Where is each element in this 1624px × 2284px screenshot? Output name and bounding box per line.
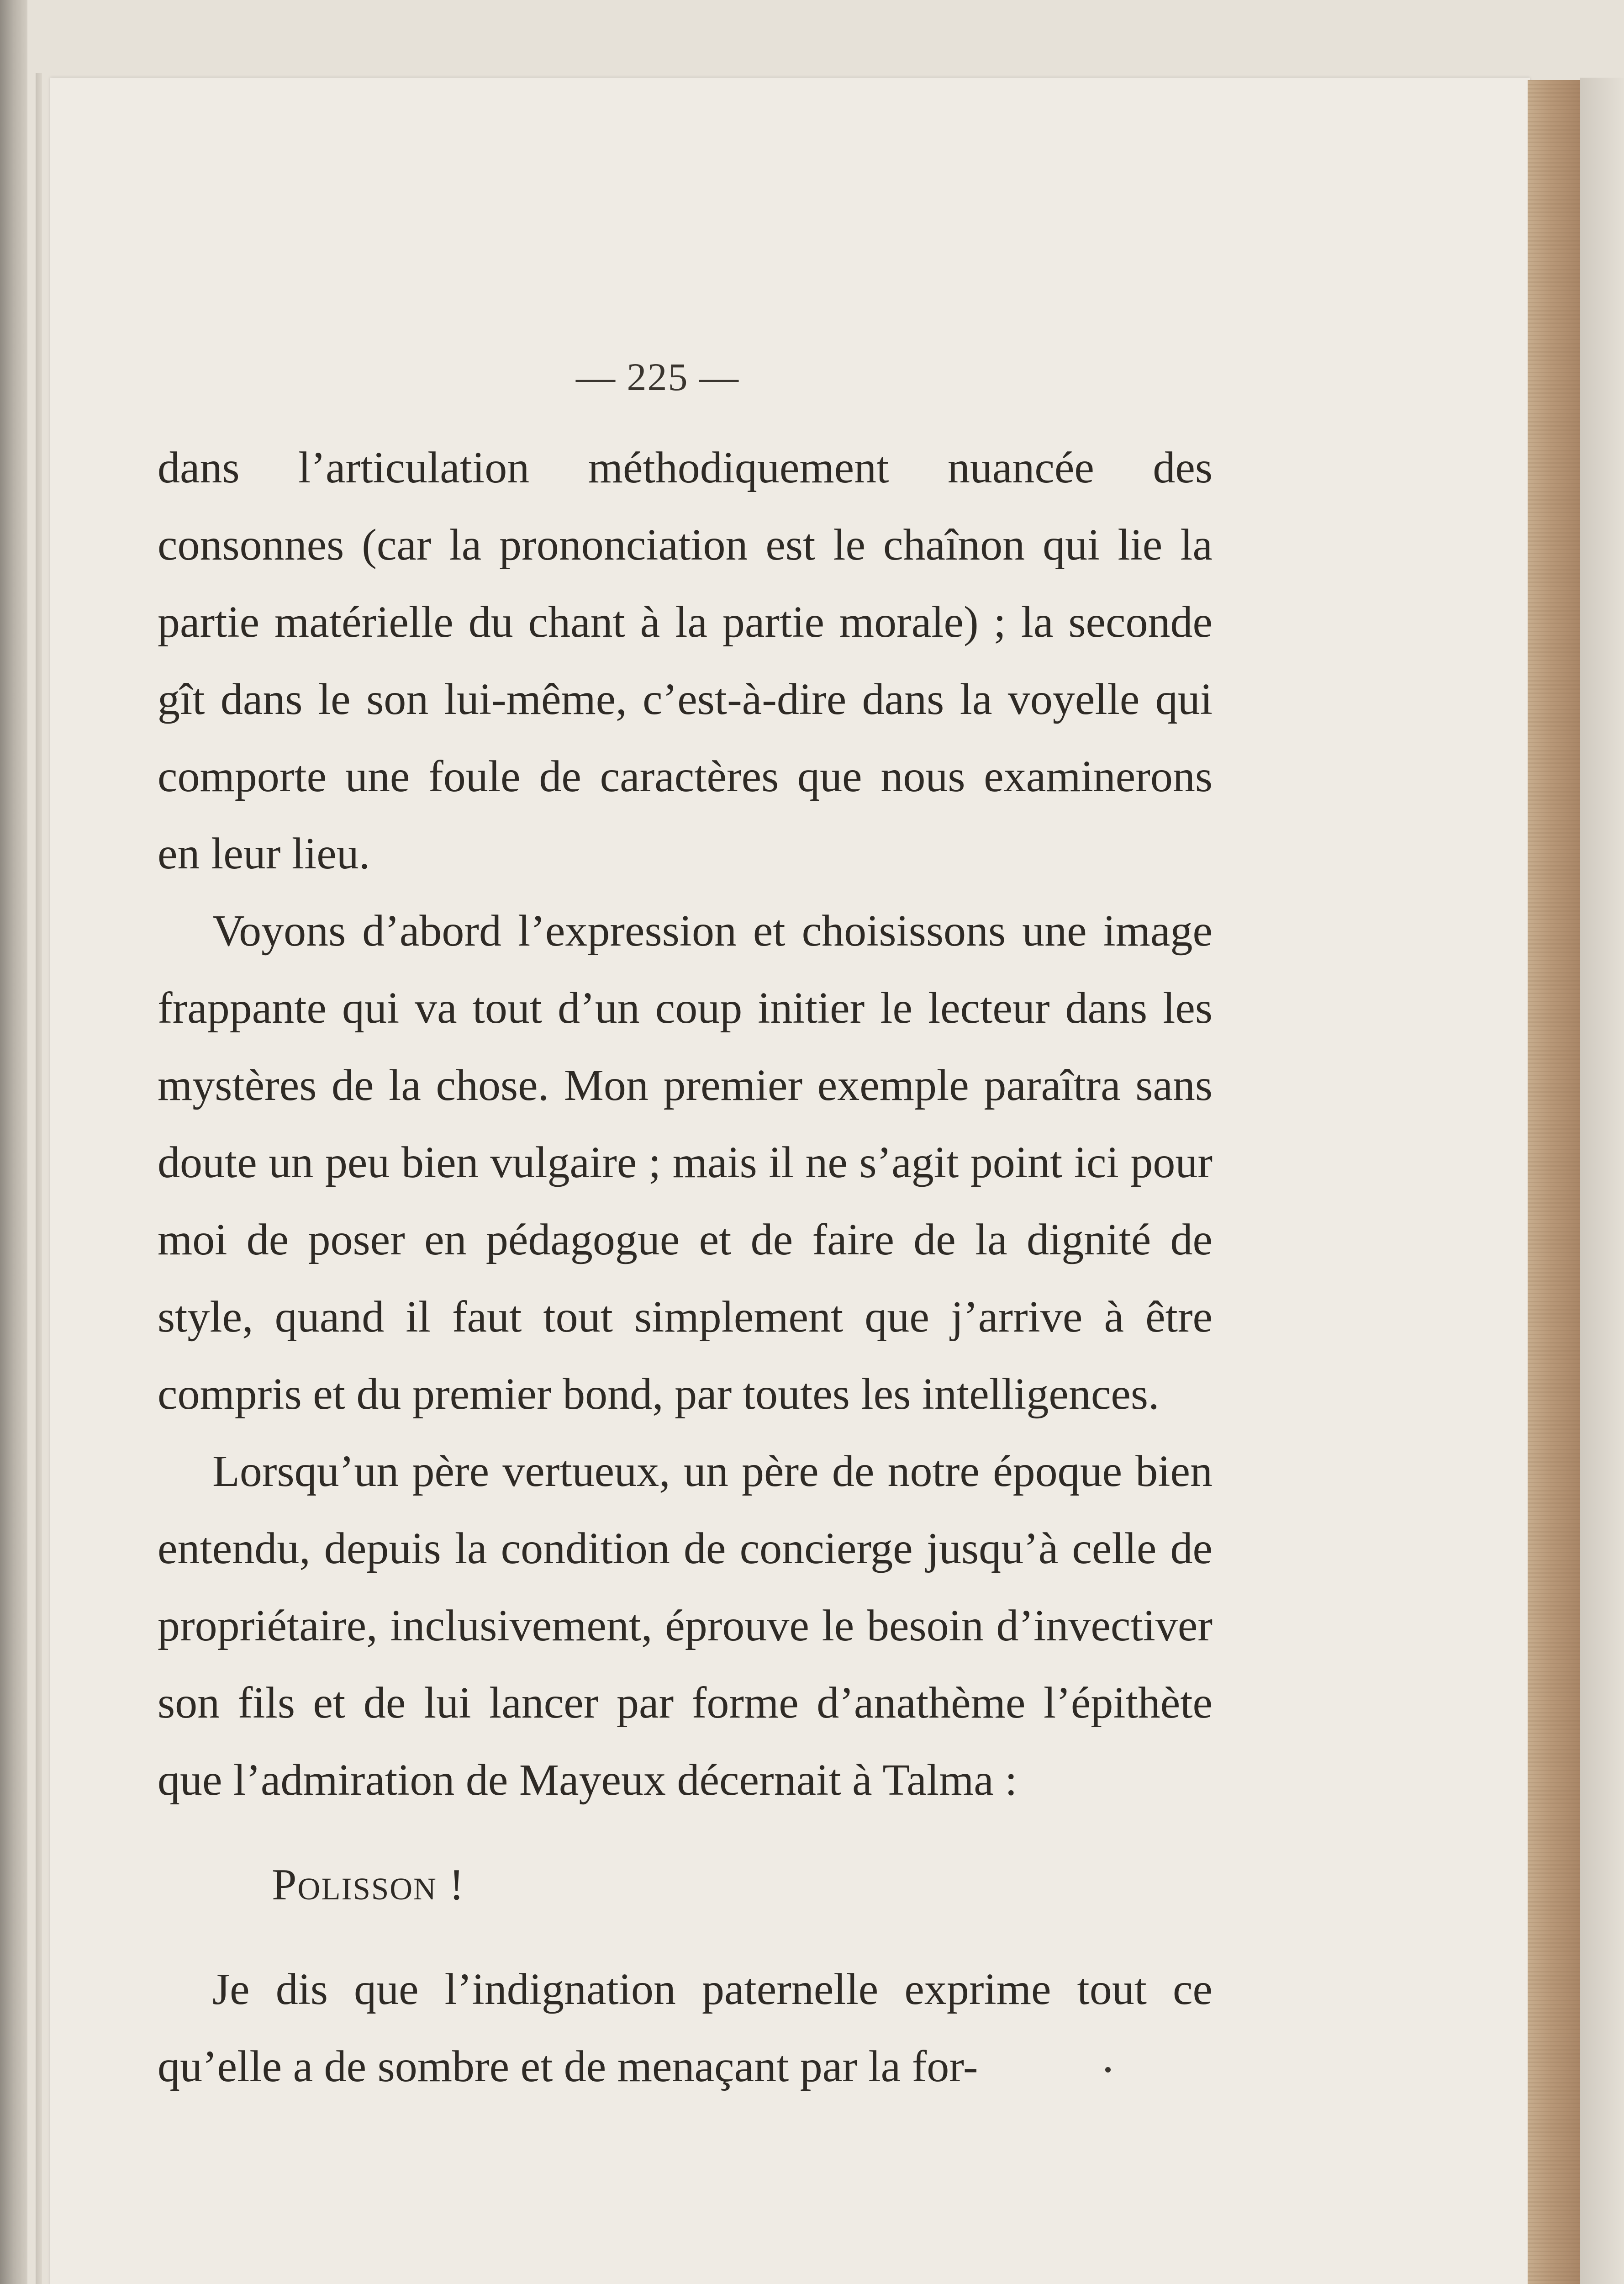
exclamation-line: Polisson ! — [272, 1860, 465, 1909]
ink-speck — [1105, 2067, 1111, 2073]
previous-page-edge — [36, 73, 42, 2284]
closing-paragraph: Je dis que l’indignation paternelle exprime tout ce qu’elle a de sombre et de menaçant par la for- — [158, 1965, 1213, 2091]
paragraph-1: dans l’articulation méthodiquement nuancée des consonnes (car la prononciation est le chaînon qui lie la partie matérielle du chant à la partie morale) ; la seconde gît dans le son lui-même, c’est-à-dire dans la voyelle qui comporte une foule de caractères que nous examinerons en leur lieu. — [158, 443, 1213, 878]
page-stack-edge — [1528, 80, 1580, 2284]
background-margin — [1580, 78, 1624, 2284]
body-text — [158, 429, 1213, 2105]
paragraph-2: Voyons d’abord l’expression et choisissons une image frappante qui va tout d’un coup initier le lecteur dans les mystères de la chose. Mon premier exemple paraîtra sans doute un peu bien vulgaire ; mais il ne s’agit point ici pour moi de poser en pédagogue et de faire de la dignité de style, quand il faut tout simplement que j’arrive à être compris et du premier bond, par toutes les intelligences. — [158, 906, 1213, 1419]
page-number-header: — 225 — — [576, 355, 739, 399]
book-binding — [0, 0, 27, 2284]
paragraph-3: Lorsqu’un père vertueux, un père de notre époque bien entendu, depuis la condition de concierge jusqu’à celle de propriétaire, inclusivement, éprouve le besoin d’invectiver son fils et de lui lancer par forme d’anathème l’épithète que l’admiration de Mayeux décernait à Talma : — [158, 1447, 1213, 1805]
